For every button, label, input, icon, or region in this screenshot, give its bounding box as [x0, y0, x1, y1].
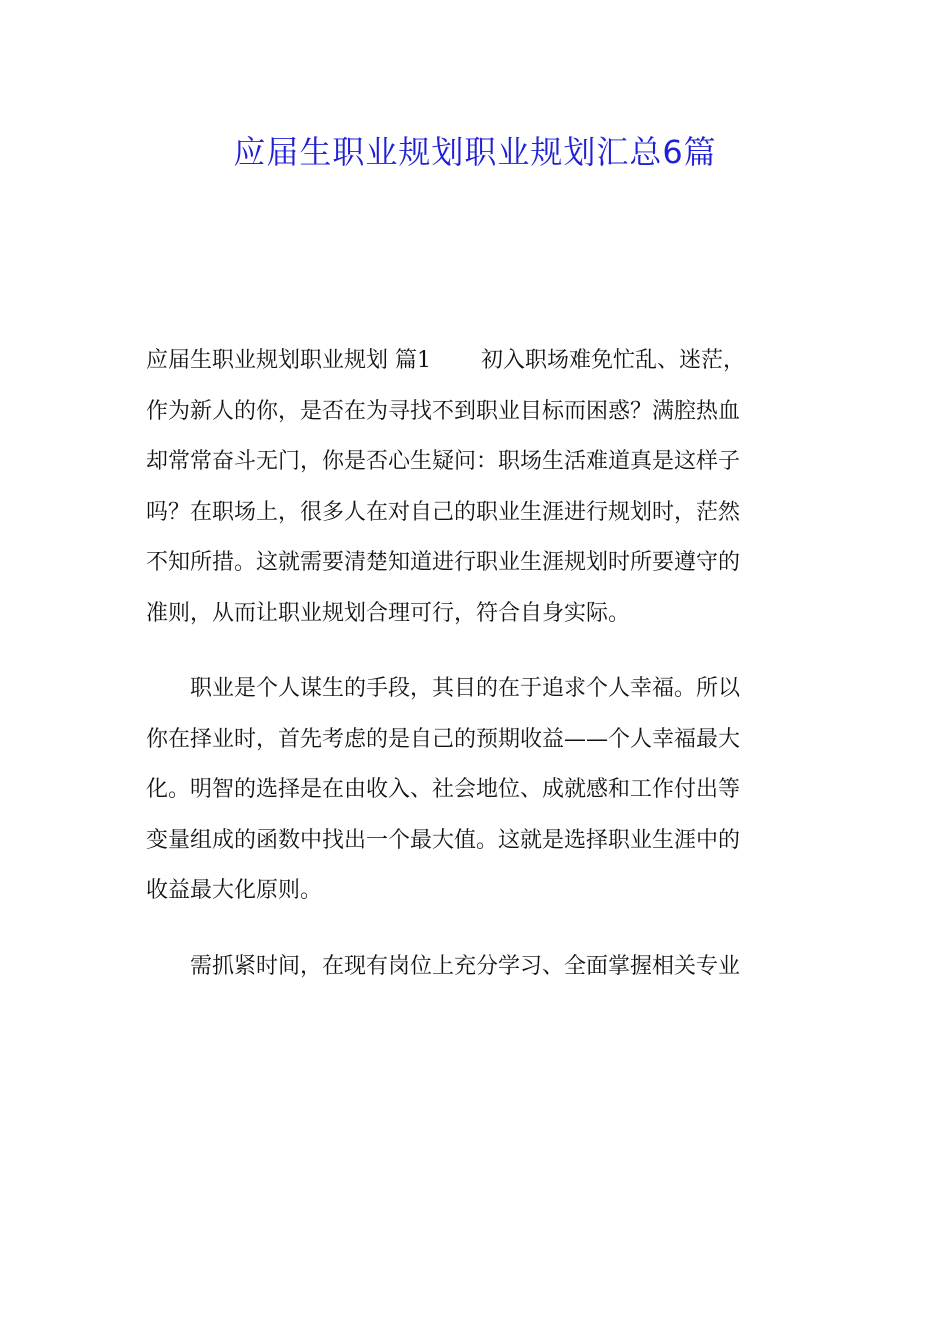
paragraph-1: [146, 336, 806, 639]
paragraph-line: 收益最大化原则。: [146, 878, 323, 903]
paragraph-line: 作为新人的你，是否在为寻找不到职业目标而困惑？满腔热血: [146, 398, 741, 424]
paragraph-line: 你在择业时，首先考虑的是自己的预期收益——个人幸福最大: [146, 726, 741, 752]
paragraph-line: 需抓紧时间，在现有岗位上充分学习、全面掌握相关专业: [190, 953, 741, 979]
paragraph-line: [146, 336, 806, 387]
paragraph-text: 初入职场难免忙乱、迷茫，: [481, 348, 746, 373]
paragraph-line: 却常常奋斗无门，你是否心生疑问：职场生活难道真是这样子: [146, 449, 741, 474]
paragraph-2: [146, 664, 806, 917]
paragraph-line: 准则，从而让职业规划合理可行，符合自身实际。: [146, 600, 631, 626]
document-body: [146, 336, 806, 1017]
paragraph-line: 化。明智的选择是在由收入、社会地位、成就感和工作付出等: [146, 777, 741, 802]
paragraph-line: 吗？在职场上，很多人在对自己的职业生涯进行规划时，茫然: [146, 499, 741, 525]
document-title: 应届生职业规划职业规划汇总6篇: [233, 133, 717, 171]
paragraph-line: 职业是个人谋生的手段，其目的在于追求个人幸福。所以: [190, 676, 741, 701]
paragraph-3: [146, 942, 806, 993]
paragraph-line: 不知所措。这就需要清楚知道进行职业生涯规划时所要遵守的: [146, 550, 741, 575]
paragraph-line: 变量组成的函数中找出一个最大值。这就是选择职业生涯中的: [146, 827, 741, 853]
section-heading: 应届生职业规划职业规划 篇1: [146, 348, 431, 373]
